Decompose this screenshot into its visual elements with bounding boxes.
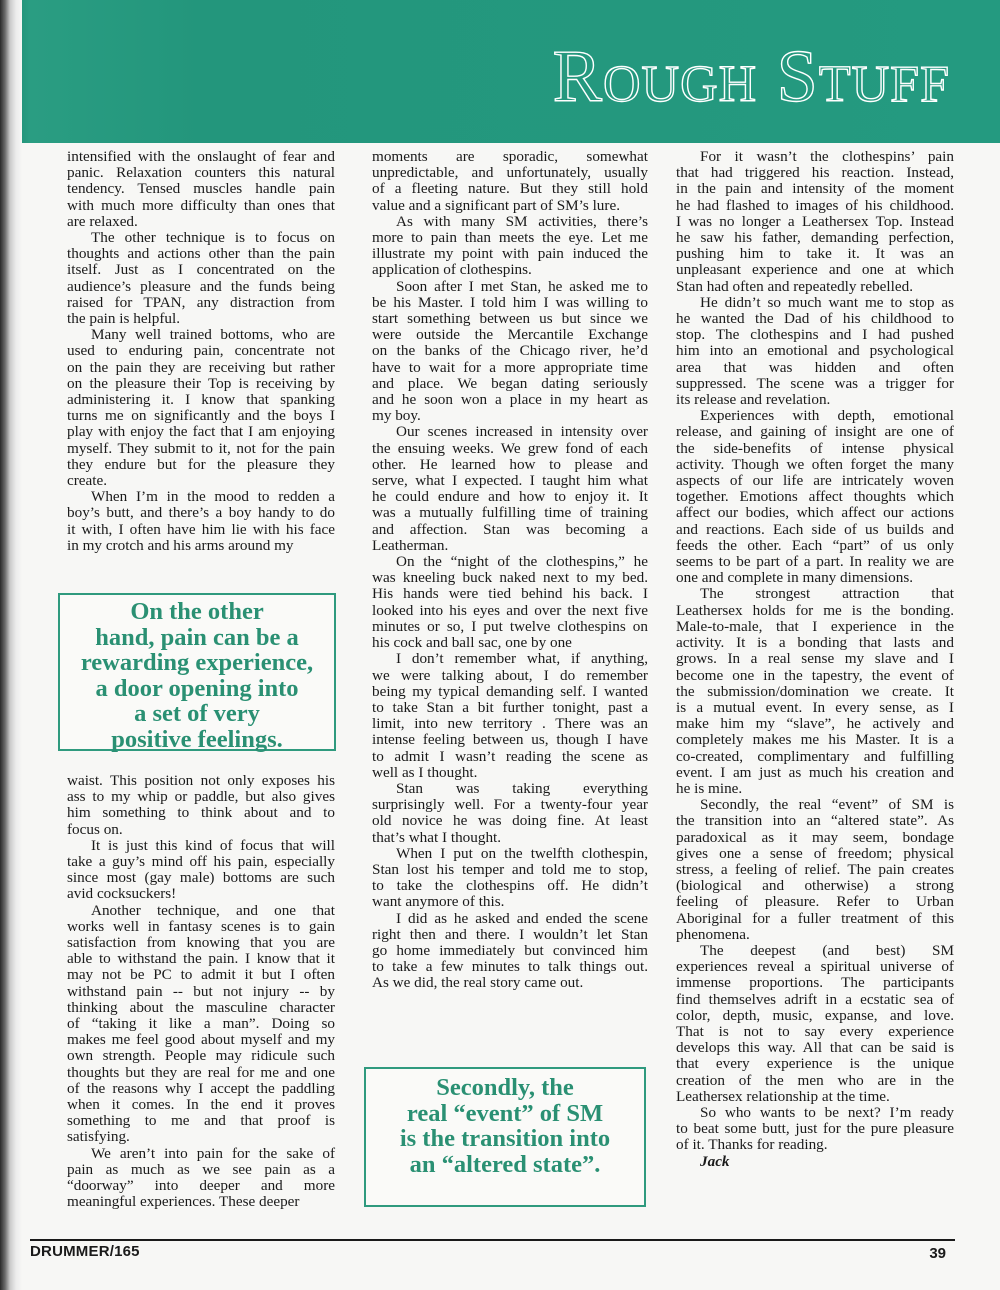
text-line: works well in fantasy scenes is to gain (67, 917, 335, 935)
column-1-bottom (67, 773, 335, 1210)
pullquote-line: Secondly, the (436, 1074, 574, 1101)
text-line: the submission/domination we create. It (676, 682, 954, 700)
text-line: itself. Just as I concentrated on the (67, 261, 335, 279)
column-1-top (67, 149, 335, 554)
text-line: thinking about the masculine character (67, 998, 335, 1016)
text-line: he saw his father, demanding perfection, (676, 229, 954, 247)
text-line: Stan had often and repeatedly rebelled. (676, 277, 913, 295)
text-line: intensified with the onslaught of fear and (67, 148, 335, 165)
text-line: of the reasons why I accept the paddling (67, 1079, 335, 1097)
text-line: we were talking about, I do remember (372, 666, 648, 684)
text-line: aspects of our life are intricately woven (676, 472, 954, 490)
text-line: take a guy’s mind off his pain, especially (67, 853, 335, 871)
pullquote-line: an “altered state”. (409, 1150, 601, 1178)
text-line: The other technique is to focus on (91, 229, 335, 247)
text-line: illustrate my point with pain induced the (372, 245, 648, 263)
text-line: makes me feel good about myself and my (67, 1031, 335, 1049)
text-line: experiences reveal a spiritual universe of (676, 958, 954, 976)
text-line: color, depth, music, expanse, and love. (676, 1006, 954, 1024)
text-line: We aren’t into pain for the sake of (91, 1144, 335, 1162)
text-line: was kneeling buck naked next to my bed. (372, 569, 648, 587)
text-line: The deepest (and best) SM (700, 941, 954, 959)
text-line: one and complete in many dimensions. (676, 569, 914, 587)
text-line: more to pain than meets the eye. Let me (372, 229, 648, 247)
text-line: boy’s butt, and there’s a boy handy to do (67, 504, 335, 522)
text-line: feeds the other. Each “part” of us only (676, 536, 954, 554)
text-line: develops this way. All that can be said is (676, 1039, 954, 1057)
text-line: Stan was taking everything (396, 779, 648, 797)
text-line: seems to be part of a part. In reality we are (676, 553, 954, 571)
text-line: may not be PC to admit it but I often (67, 966, 335, 984)
text-line: It is just this kind of focus that will (91, 836, 335, 854)
text-line: I was no longer a Leathersex Top. Instead (676, 212, 954, 230)
text-line: paradoxical as it may seem, bondage (676, 828, 954, 846)
text-line: panic. Relaxation counters this natural (67, 164, 335, 182)
text-line: own strength. People may ridicule such (67, 1047, 335, 1065)
text-line: event. I am just as much his creation and (676, 763, 954, 781)
pullquote-2 (364, 1067, 646, 1207)
text-line: suppressed. The scene was a trigger for (676, 374, 954, 392)
text-line: the transition into an “altered state”. As (676, 812, 954, 830)
text-line: avid cocksuckers! (67, 885, 177, 903)
text-line: thoughts but they are real for me and one (67, 1063, 335, 1081)
text-line: go home immediately but convinced him (372, 941, 648, 959)
text-line: pain as much as we see pain as a (67, 1160, 335, 1178)
page-spine-shadow (0, 0, 22, 1290)
column-2 (372, 149, 648, 992)
text-line: find themselves adrift in a ecstatic sea of (676, 990, 954, 1008)
text-line: So who wants to be next? I’m ready (700, 1103, 954, 1121)
text-line: affect our bodies, which affect our actions (676, 504, 954, 522)
text-line: unpredictable, and unfortunately, usually (372, 164, 648, 182)
text-line: and place. We began dating seriously (372, 374, 648, 392)
text-line: Secondly, the real “event” of SM is (700, 796, 954, 814)
text-line: they endure but for the pleasure they (67, 455, 335, 473)
text-line: of “taking it like a man”. Doing so (67, 1015, 335, 1033)
text-line: Another technique, and one that (91, 901, 335, 919)
text-line: Soon after I met Stan, he asked me to (396, 277, 648, 295)
text-line: withstand pain -- but not injury -- by (67, 982, 335, 1000)
text-line: When I’m in the mood to redden a (91, 488, 335, 506)
pullquote-line: is the transition into (399, 1125, 611, 1152)
text-line: limit, into new territory . There was an (372, 715, 648, 733)
text-line: unpleasant experience and one at which (676, 261, 954, 279)
text-line: when it comes. In the end it proves (67, 1096, 335, 1114)
pullquote-1 (58, 593, 336, 751)
text-line: stress, a feeling of relief. The pain creates (676, 860, 954, 878)
text-line: it with, I often have him lie with his face (67, 520, 335, 538)
text-line: he wanted the Dad of his childhood to (676, 310, 954, 328)
text-line: Leatherman. (372, 536, 449, 554)
text-line: When I put on the twelfth clothespin, (396, 844, 648, 862)
text-line: As we did, the real story came out. (372, 974, 584, 992)
text-line: satisfaction from knowing that you are (67, 934, 335, 952)
text-line: him into an emotional and psychological (676, 342, 954, 360)
text-line: focus on. (67, 820, 123, 838)
text-line: are relaxed. (67, 212, 138, 230)
text-line: stop. The clothespins and I had pushed (676, 326, 954, 344)
text-line: in my crotch and his arms around my (67, 536, 294, 554)
publication-folio: DRUMMER/165 (30, 1243, 140, 1260)
text-line: looked into his eyes and over the next five (372, 601, 648, 619)
text-line: application of clothespins. (372, 261, 532, 279)
text-line: immense proportions. The participants (676, 974, 954, 992)
text-line: something to me and that proof is (67, 1112, 335, 1130)
text-line: that every experience is the unique (676, 1055, 954, 1073)
pullquote-line: positive feelings. (111, 725, 283, 753)
text-line: him something to think about and to (67, 804, 335, 822)
pullquote-line: On the other (130, 598, 264, 625)
text-line: and affection. Stan was becoming a (372, 520, 648, 538)
text-line: As with many SM activities, there’s (396, 212, 648, 230)
pullquote-line: a door opening into (95, 674, 299, 702)
pullquote-line: a set of very (134, 700, 260, 727)
text-line: play with enjoy the fact that I am enjoying (67, 423, 335, 441)
page-number: 39 (929, 1245, 946, 1262)
text-line: “doorway” into deeper and more (67, 1177, 335, 1195)
text-line: he could endure and how to enjoy it. It (372, 488, 648, 506)
text-line: he had flashed to images of his childhood. (676, 196, 954, 214)
text-line: grows. In a real sense my slave and I (676, 650, 954, 668)
column-3 (676, 149, 954, 1170)
text-line: audience’s pleasure and the funds being (67, 277, 335, 295)
text-line: with much more difficulty than ones that (67, 196, 335, 214)
text-line: surprisingly well. For a twenty-four year (372, 796, 648, 814)
text-line: be his Master. I told him I was willing to (372, 293, 648, 311)
text-line: area that was hidden and often (676, 358, 954, 376)
text-line: I did as he asked and ended the scene (396, 909, 648, 927)
text-line: old novice he was doing fine. At least (372, 812, 648, 830)
pullquote-line: hand, pain can be a (95, 623, 299, 651)
text-line: He didn’t so much want me to stop as (700, 293, 954, 311)
text-line: value and a significant part of SM’s lure. (372, 196, 620, 214)
text-line: to take the clothespins off. He didn’t (372, 877, 648, 895)
author-signature: Jack (700, 1152, 730, 1170)
text-line: intense feeling between us, though I have (372, 731, 648, 749)
text-line: I don’t remember what, if anything, (396, 650, 648, 668)
text-line: to take Stan a bit further tonight, past a (372, 698, 648, 716)
text-line: right then and there. I wouldn’t let Stan (372, 925, 648, 943)
text-line: completely makes me his Master. It is a (676, 731, 954, 749)
text-line: raised for TPAN, any distraction from (67, 293, 335, 311)
text-line: since most (gay male) bottoms are such (67, 869, 335, 887)
section-title: Rough Stuff (552, 36, 950, 118)
text-line: want anymore of this. (372, 893, 505, 911)
pullquote-line: rewarding experience, (80, 649, 314, 676)
text-line: thoughts and actions other than the pain (67, 245, 335, 263)
text-line: become one in the tapestry, the event of (676, 666, 954, 684)
text-line: my boy. (372, 407, 421, 425)
text-line: Aboriginal for a fuller treatment of this (676, 909, 954, 927)
text-line: myself. They submit to it, not for the pain (67, 439, 335, 457)
text-line: phenomena. (676, 925, 750, 943)
text-line: serve, what I expected. I taught him what (372, 472, 648, 490)
text-line: that had triggered his reaction. Instead, (676, 164, 954, 182)
text-line: administering it. I know that spanking (67, 391, 335, 409)
text-line: being my typical demanding self. I wanted (372, 682, 648, 700)
text-line: is a mutual event. In every sense, as I (676, 698, 954, 716)
text-line: Leathersex holds for me is the bonding. (676, 601, 954, 619)
text-line: gives one a sense of freedom; physical (676, 844, 954, 862)
text-line: to admit I wasn’t reading the scene as (372, 747, 648, 765)
text-line: pushing him to take it. It was an (676, 245, 954, 263)
text-line: creation of the men who are in the (676, 1071, 954, 1089)
text-line: Stan lost his temper and told me to stop, (372, 860, 648, 878)
text-line: Experiences with depth, emotional (700, 407, 954, 425)
text-line: to beat some butt, just for the pure pleasure (676, 1120, 954, 1138)
text-line: Our scenes increased in intensity over (396, 423, 648, 441)
text-line: The strongest attraction that (700, 585, 954, 603)
text-line: have to wait for a more appropriate time (372, 358, 648, 376)
text-line: other. He learned how to please and (372, 455, 648, 473)
text-line: of it. Thanks for reading. (676, 1136, 828, 1154)
text-line: he is mine. (676, 779, 743, 797)
text-line: turns me on significantly and the boys I (67, 407, 335, 425)
text-line: on the pain they are receiving but rather (67, 358, 335, 376)
text-line: the ensuing weeks. We grew fond of each (372, 439, 648, 457)
text-line: activity. It is a bonding that lasts and (676, 634, 954, 652)
text-line: the side-benefits of intense physical (676, 439, 954, 457)
text-line: in the pain and intensity of the moment (676, 180, 954, 198)
text-line: Many well trained bottoms, who are (91, 326, 335, 344)
text-line: release, and gaining of insight are one of (676, 423, 954, 441)
text-line: For it wasn’t the clothespins’ pain (700, 148, 954, 165)
text-line: and he soon won a place in my heart as (372, 391, 648, 409)
text-line: and reactions. Each side of us builds and (676, 520, 954, 538)
text-line: tendency. Tensed muscles handle pain (67, 180, 335, 198)
text-line: His hands were tied behind his back. I (372, 585, 648, 603)
text-line: On the “night of the clothespins,” he (396, 553, 648, 571)
text-line: minutes or so, I put twelve clothespins on (372, 617, 648, 635)
text-line: make him my “slave”, he actively and (676, 715, 954, 733)
text-line: waist. This position not only exposes his (67, 772, 335, 789)
text-line: was a mutually fulfilling time of training (372, 504, 648, 522)
text-line: the pain is helpful. (67, 310, 181, 328)
text-line: able to withstand the pain. I know that it (67, 950, 335, 968)
text-line: ass to my whip or paddle, but also gives (67, 788, 335, 806)
text-line: of a fleeting nature. But they still hold (372, 180, 648, 198)
text-line: start something between us but since we (372, 310, 648, 328)
text-line: its release and revelation. (676, 391, 831, 409)
title-banner (0, 0, 1000, 143)
text-line: moments are sporadic, somewhat (372, 148, 648, 165)
footer-rule (30, 1239, 955, 1241)
text-line: on the pleasure their Top is receiving by (67, 374, 335, 392)
pullquote-line: real “event” of SM (406, 1099, 604, 1127)
text-line: Male-to-male, that I experience in the (676, 617, 954, 635)
text-line: create. (67, 472, 108, 490)
text-line: that’s what I thought. (372, 828, 502, 846)
text-line: That is not to say every experience (676, 1022, 954, 1040)
text-line: (biological and otherwise) a strong (676, 877, 954, 895)
text-line: activity. Though we often forget the many (676, 455, 954, 473)
text-line: meaningful experiences. These deeper (67, 1193, 300, 1211)
text-line: were outside the Mercantile Exchange (372, 326, 648, 344)
text-line: feeling of pleasure. Refer to Urban (676, 893, 954, 911)
text-line: used to enduring pain, concentrate not (67, 342, 335, 360)
text-line: satisfying. (67, 1128, 130, 1146)
text-line: well as I thought. (372, 763, 478, 781)
text-line: on the banks of the Chicago river, he’d (372, 342, 648, 360)
text-line: co-created, complimentary and fulfilling (676, 747, 954, 765)
text-line: together. Emotions affect thoughts which (676, 488, 954, 506)
text-line: to take a few minutes to talk things out. (372, 958, 648, 976)
text-line: Leathersex relationship at the time. (676, 1087, 890, 1105)
text-line: his cock and ball sac, one by one (372, 634, 572, 652)
